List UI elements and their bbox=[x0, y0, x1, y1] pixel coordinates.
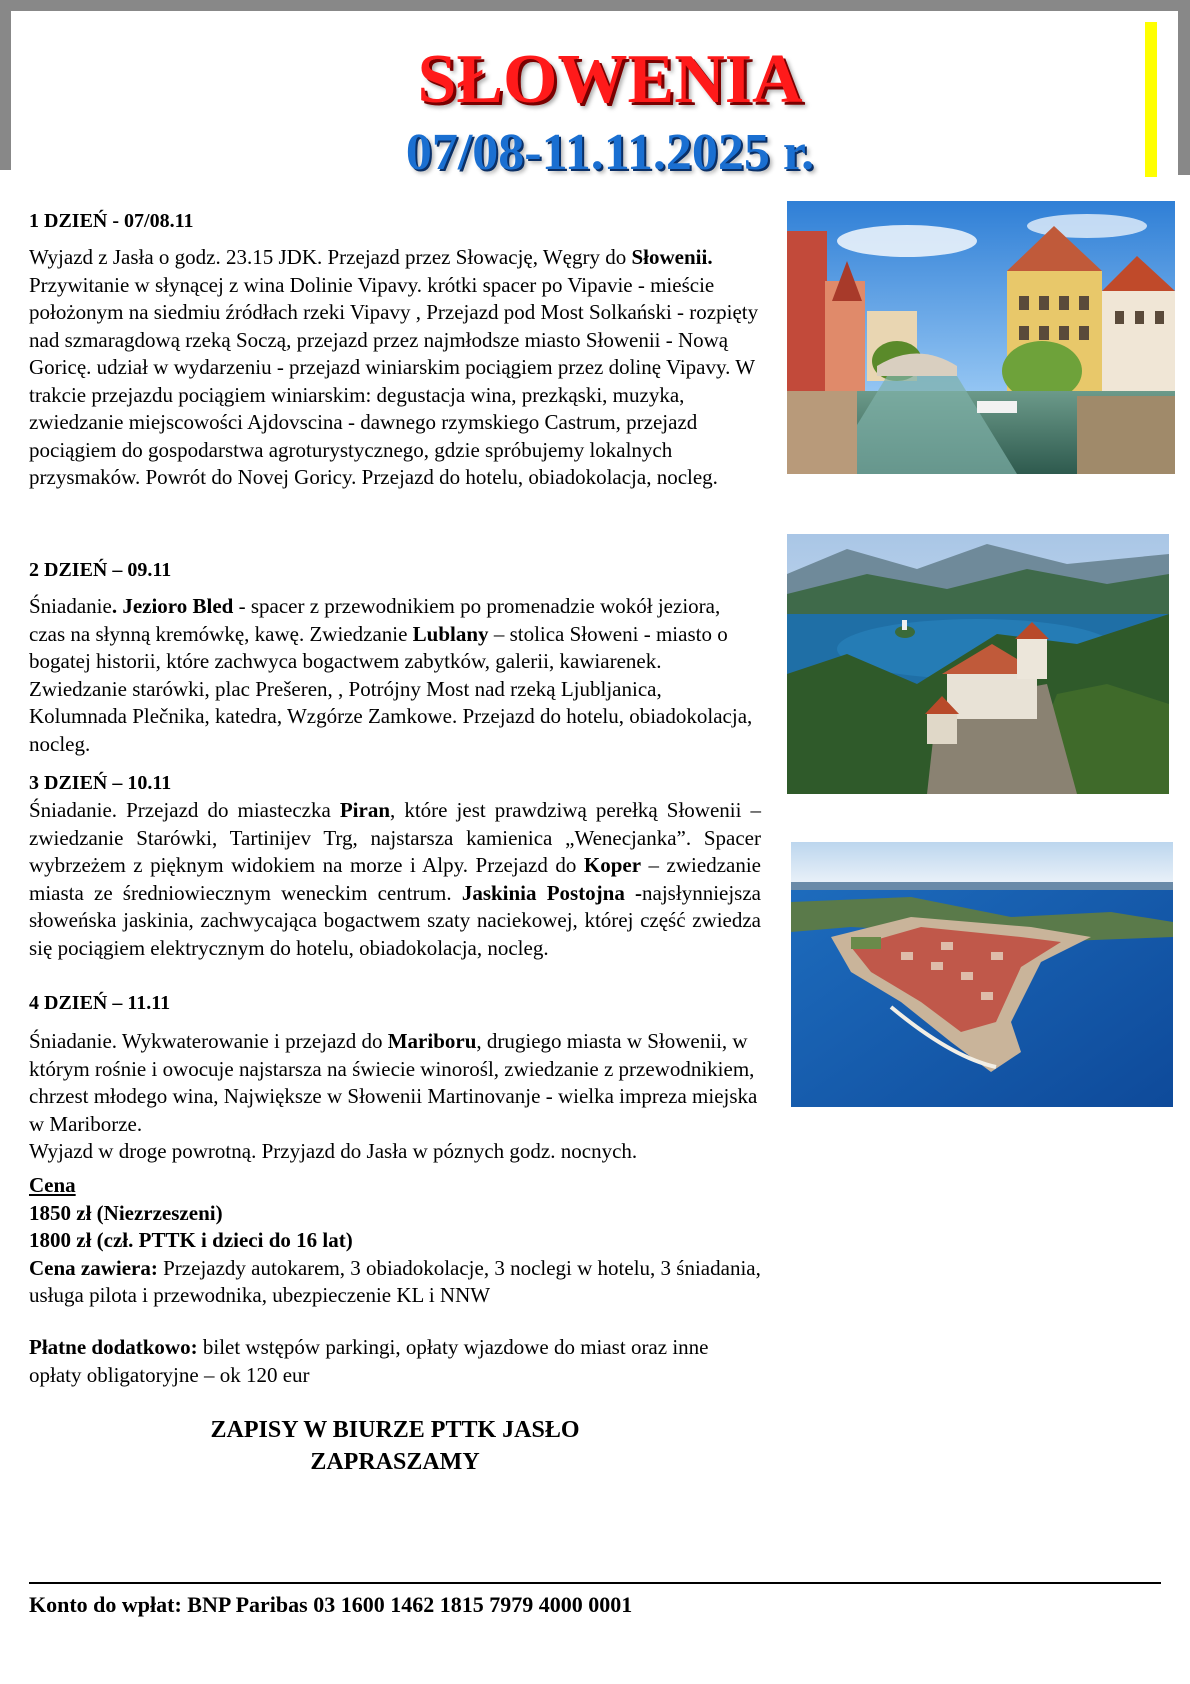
day2-text-2: - spacer z przewodnikiem po promenadzie wokół jeziora, czas na słynną kremówkę, kawę. Zwiedzanie bbox=[29, 594, 721, 646]
day4-heading: 4 DZIEŃ – 11.11 bbox=[29, 992, 171, 1014]
signup-line-1: ZAPISY W BIURZE PTTK JASŁO bbox=[210, 1417, 580, 1443]
day3-text-3: – zwiedzanie miasta ze średniowiecznym weneckim centrum. bbox=[29, 853, 761, 905]
trip-dates: 07/08-11.11.2025 r. bbox=[405, 124, 815, 181]
day3-heading: 3 DZIEŃ – 10.11 bbox=[29, 772, 172, 794]
day3-bold-1: Piran bbox=[339, 798, 391, 822]
price-includes-text: Przejazdy autokarem, 3 obiadokolacje, 3 noclegi w hotelu, 3 śniadania, usługa pilota i przewodnika, ubezpieczenie KL i NNW bbox=[29, 1255, 761, 1307]
extra-costs-label: Płatne dodatkowo: bbox=[29, 1335, 198, 1359]
signup-line-2: ZAPRASZAMY bbox=[310, 1449, 480, 1475]
price-member: 1800 zł (czł. PTTK i dzieci do 16 lat) bbox=[29, 1228, 353, 1252]
photo-piran bbox=[791, 842, 1173, 1107]
extra-costs bbox=[29, 1334, 761, 1389]
day1-heading: 1 DZIEŃ - 07/08.11 bbox=[29, 210, 194, 232]
day4-text-3: Wyjazd w droge powrotną. Przyjazd do Jasła w póznych godz. nocnych. bbox=[29, 1139, 638, 1163]
day1-bold-1: Słowenii. bbox=[631, 245, 713, 269]
day4-description bbox=[29, 1028, 761, 1166]
day1-text-2: Przywitanie w słynącej z wina Dolinie Vipavy. krótki spacer po Vipavie - mieście położonym na siedmiu źródłach rzeki Vipavy , Przejazd pod Most Solkański - rozpięty nad szmaragdową rzeką Soczą, przejazd przez najmłodsze miasto Słowenii - Nową Goricę. udział w wydarzeniu - przejazd winiarskim pociągiem przez dolinę Vipavy. W trakcie przejazdu pociągiem winiarskim: degustacja wina, prezkąski, muzyka, zwiedzanie miejscowości Ajdovscina - dawnego rzymskiego Castrum, przejazd pociągiem do gospodarstwa agroturystycznego, gdzie spróbujemy lokalnych przysmaków. Powrót do Novej Goricy. Przejazd do hotelu, obiadokolacja, nocleg. bbox=[29, 272, 759, 489]
day3-text-1: Śniadanie. Przejazd do miasteczka bbox=[29, 798, 340, 822]
day2-text-3: – stolica Słoweni - miasto o bogatej historii, które zachwyca bogactwem zabytków, galerii, kawiarenek. Zwiedzanie starówki, plac Prešeren, , Potrójny Most nad rzeką Ljubljanica, Kolumnada Plečnika, katedra, Wzgórze Zamkowe. Przejazd do hotelu, obiadokolacja, nocleg. bbox=[29, 621, 753, 756]
bank-account: Konto do wpłat: BNP Paribas 03 1600 1462 1815 7979 4000 0001 bbox=[29, 1592, 633, 1617]
day1-description bbox=[29, 244, 761, 492]
price-section bbox=[29, 1172, 761, 1310]
photo-lake-bled bbox=[787, 534, 1169, 794]
day2-text-1: Śniadanie bbox=[29, 594, 112, 618]
price-regular: 1850 zł (Niezrzeszeni) bbox=[29, 1200, 223, 1225]
day4-text-1: Śniadanie. Wykwaterowanie i przejazd do bbox=[29, 1029, 388, 1053]
footer-divider bbox=[29, 1582, 1161, 1584]
price-includes-label: Cena zawiera: bbox=[29, 1255, 158, 1280]
day4-bold-1: Mariboru bbox=[387, 1029, 477, 1053]
price-label: Cena bbox=[29, 1173, 76, 1197]
extra-costs-text: bilet wstępów parkingi, opłaty wjazdowe do miast oraz inne opłaty obligatoryjne – ok 120 eur bbox=[29, 1335, 709, 1387]
day4-text-2: , drugiego miasta w Słowenii, w którym rośnie i owocuje najstarsza na świecie winorośl, zwiedzanie z przewodnikiem, chrzest młodego wina, Największe w Słowenii Martinovanje - wielka impreza miejska w Mariborze. bbox=[29, 1029, 758, 1136]
day1-text-1: Wyjazd z Jasła o godz. 23.15 JDK. Przejazd przez Słowację, Węgry do bbox=[29, 245, 627, 269]
day3-bold-3: Jaskinia Postojna - bbox=[461, 880, 643, 905]
day3-text-4: najsłynniejsza słoweńska jaskinia, zachwycająca bogactwem szaty naciekowej, której część zwiedza się pociągiem elektrycznym do hotelu, obiadokolacja, nocleg. bbox=[29, 880, 761, 960]
day2-description bbox=[29, 593, 761, 758]
page-frame-top bbox=[0, 0, 1190, 11]
day3-text-2: , które jest prawdziwą perełką Słowenii –zwiedzanie Starówki, Tartinijev Trg, najstarsza kamienica „Wenecjanka”. Spacer wybrzeżem z pięknym widokiem na morze i Alpy. Przejazd do bbox=[29, 798, 761, 877]
day2-heading: 2 DZIEŃ – 09.11 bbox=[29, 559, 172, 581]
day3-description bbox=[29, 797, 761, 962]
day3-bold-2: Koper bbox=[583, 853, 642, 877]
photo-ljubljana bbox=[787, 201, 1175, 474]
page-title: SŁOWENIA bbox=[417, 41, 803, 118]
day2-bold-1: . Jezioro Bled bbox=[111, 594, 234, 618]
day2-bold-2: Lublany bbox=[412, 621, 489, 646]
